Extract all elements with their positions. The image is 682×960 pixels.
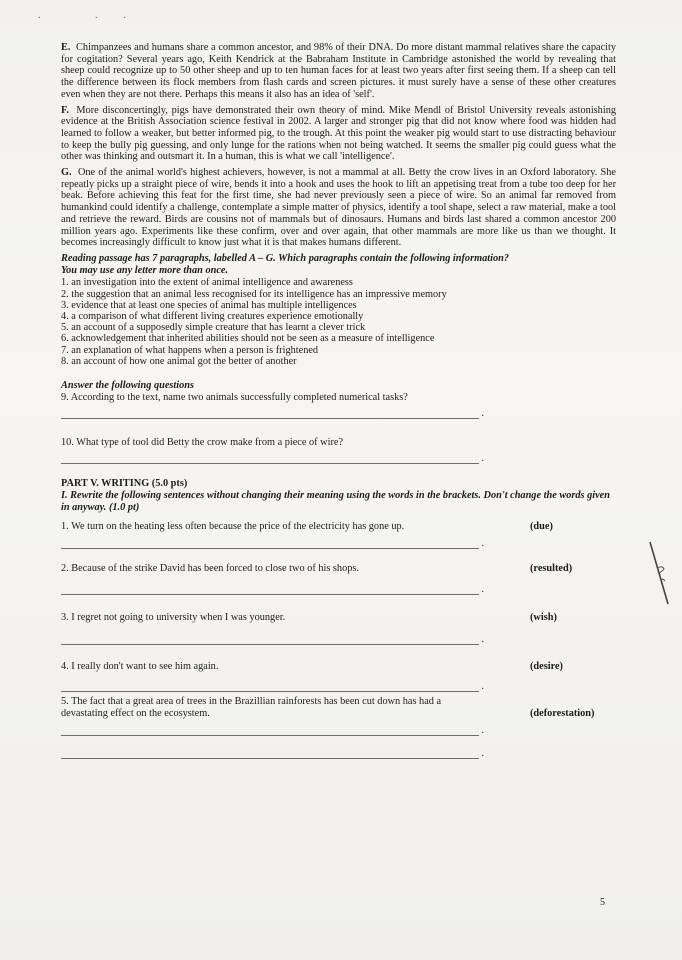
writing-sentence: 4. I really don't want to see him again. bbox=[61, 661, 219, 673]
answer-line[interactable] bbox=[61, 548, 479, 549]
writing-hint: (due) bbox=[530, 521, 553, 533]
writing-hint: (deforestation) bbox=[530, 708, 595, 720]
list-item: 3. evidence that at least one species of animal has multiple intelligences bbox=[61, 299, 357, 311]
writing-hint: (resulted) bbox=[530, 563, 573, 575]
matching-list bbox=[61, 277, 616, 367]
writing-sentence: 2. Because of the strike David has been forced to close two of his shops. bbox=[61, 563, 359, 575]
writing-instruction: I. Rewrite the following sentences without changing their meaning using the words in the brackets. Don't change the words given in anyway. (1.0 pt) bbox=[61, 489, 610, 513]
list-item: 7. an explanation of what happens when a person is frightened bbox=[61, 344, 319, 356]
list-item: 8. an account of how one animal got the better of another bbox=[61, 355, 297, 367]
handwritten-mark-icon bbox=[646, 538, 672, 608]
writing-sentence: 5. The fact that a great area of trees in the Brazillian rainforests has been cut down has had a devastating effect on the ecosystem. bbox=[61, 696, 442, 720]
paragraph-g bbox=[61, 167, 616, 249]
header-marks: . .. bbox=[38, 10, 152, 21]
answer-line[interactable] bbox=[61, 418, 479, 419]
list-item: 4. a comparison of what different living creatures experience emotionally bbox=[61, 310, 364, 322]
matching-instruction-note: You may use any letter more than once. bbox=[61, 264, 229, 276]
answer-line[interactable] bbox=[61, 594, 479, 595]
writing-item-2 bbox=[61, 563, 616, 575]
answer-line[interactable] bbox=[61, 758, 479, 759]
writing-hint: (desire) bbox=[530, 661, 563, 673]
paragraph-f bbox=[61, 105, 616, 164]
paragraph-label: F. bbox=[61, 104, 69, 116]
page-content bbox=[61, 42, 616, 759]
answer-line[interactable] bbox=[61, 735, 479, 736]
part-title: PART V. WRITING (5.0 pts) bbox=[61, 477, 188, 489]
writing-hint: (wish) bbox=[530, 612, 557, 624]
writing-sentence: 1. We turn on the heating less often because the price of the electricity has gone up. bbox=[61, 521, 405, 533]
answer-line[interactable] bbox=[61, 691, 479, 692]
answer-questions-heading: Answer the following questions bbox=[61, 379, 195, 391]
paragraph-label: E. bbox=[61, 42, 71, 53]
writing-sentence: 3. I regret not going to university when I was younger. bbox=[61, 612, 286, 624]
paragraph-text: One of the animal world's highest achievers, however, is not a mammal at all. Betty the crow lives in an Oxford laboratory. She repeatly picks up a straight piece of wire, bends it into a hook and uses the hook to lift an appetising treat from a tube too deep for her beak. Before achieving this feat for the first time, she had never previously seen a piece of wire. So an animal far removed from humankind could identify a challenge, contemplate a simple matter of physics, identify a tool shape, select a raw material, make a tool and retrieve the reward. Birds are cousins not of mammals but of dinosaurs. Humans and birds last shared a common ancestor 200 million years ago. Experiments like these confirm, over and over again, that other mammals are more like us than we thought. It becomes increasingly difficult to know just what it is that makes humans different. bbox=[61, 167, 616, 249]
paragraph-e bbox=[61, 42, 616, 101]
writing-item-4 bbox=[61, 661, 616, 673]
list-item: 1. an investigation into the extent of animal intelligence and awareness bbox=[61, 277, 353, 289]
list-item: 2. the suggestion that an animal less recognised for its intelligence has an impressive memory bbox=[61, 288, 447, 300]
matching-instruction: Reading passage has 7 paragraphs, labelled A – G. Which paragraphs contain the following information? bbox=[61, 252, 509, 264]
writing-item-3 bbox=[61, 612, 616, 624]
answer-line[interactable] bbox=[61, 463, 479, 464]
paragraph-label: G. bbox=[61, 167, 72, 179]
paragraph-text: Chimpanzees and humans share a common ancestor, and 98% of their DNA. Do more distant mammal relatives share the capacity for cogitation? Several years ago, Keith Kendrick at the Babraham Institute in Cambridge astonished the world by revealing that sheep could recognize up to 50 other sheep and up to ten human faces for at least two years after first seeing them. If a sheep can tell the difference between its flock members from flash cards and screen pictures. it must surely have a sense of these other creatures even when they are not there. Perhaps this means it also has an idea of 'self'. bbox=[61, 42, 617, 100]
answer-line[interactable] bbox=[61, 644, 479, 645]
question-9: 9. According to the text, name two animals successfully completed numerical tasks? bbox=[61, 391, 408, 403]
writing-item-5 bbox=[61, 696, 616, 720]
list-item: 5. an account of a supposedly simple creature that has learnt a clever trick bbox=[61, 322, 366, 334]
paragraph-text: More disconcertingly, pigs have demonstrated their own theory of mind. Mike Mendl of Bristol University reveals astonishing evidence at the British Association science festival in 2002. A larger and stronger pig that did not know where food was hidden had learned to follow a weaker, but better informed pig, to the trough. At this point the weaker pig would start to use distracting behaviour to keep the bully pig guessing, and only lunge for the rations when not being watched. It seems the smaller pig could guess what the other was thinking and outsmart it. In a human, this is what we call 'intelligence'. bbox=[61, 104, 616, 163]
page-number: 5 bbox=[600, 897, 605, 908]
list-item: 6. acknowledgement that inherited abilities should not be seen as a measure of intelligence bbox=[61, 333, 435, 345]
writing-item-1 bbox=[61, 521, 616, 533]
question-10: 10. What type of tool did Betty the crow make from a piece of wire? bbox=[61, 436, 344, 448]
